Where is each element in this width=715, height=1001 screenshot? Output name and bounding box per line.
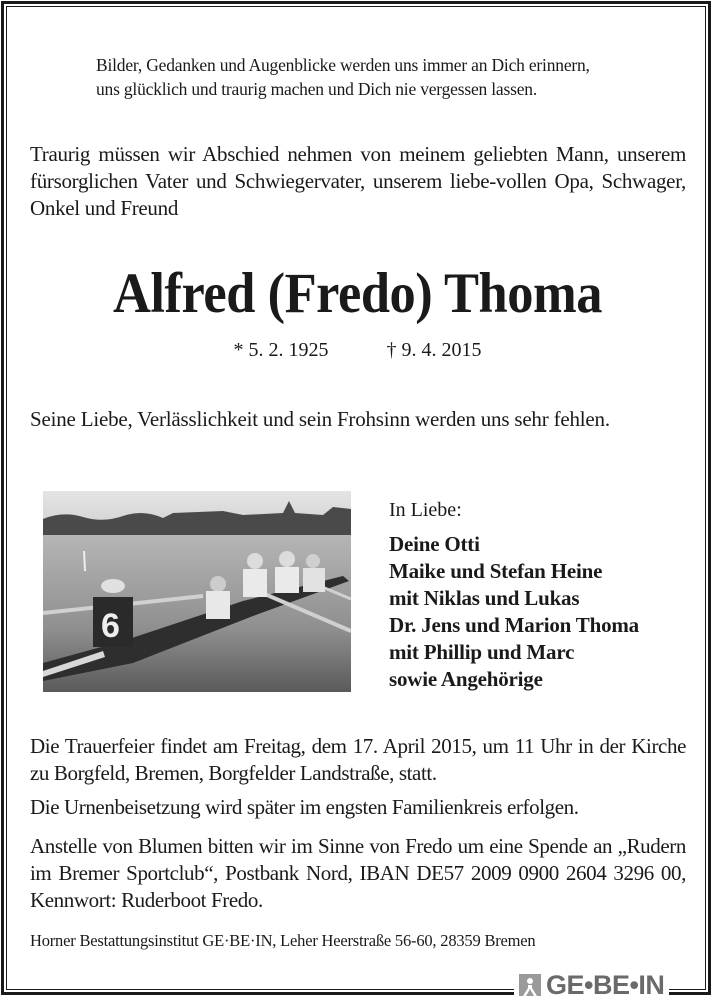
- undertaker-info: Horner Bestattungsinstitut GE·BE·IN, Leher Heerstraße 56-60, 28359 Bremen: [30, 931, 536, 950]
- life-dates: [0, 337, 715, 363]
- death-date: † 9. 4. 2015: [386, 339, 482, 361]
- birth-date: * 5. 2. 1925: [233, 339, 329, 361]
- family-members: [389, 531, 699, 693]
- rowing-photo: [43, 491, 351, 692]
- family-member: Deine Otti: [389, 532, 480, 556]
- donation-text: Anstelle von Blumen bitten wir im Sinne von Fredo um eine Spende an „Rudern im Bremer Sportclub“, Postbank Nord, IBAN DE57 2009 0900 2604 3296 00, Kennwort: Ruderboot Fredo.: [30, 834, 686, 912]
- family-lead: In Liebe:: [389, 499, 462, 521]
- motto-line: Bilder, Gedanken und Augenblicke werden uns immer an Dich erinnern,: [96, 55, 590, 75]
- family-member: mit Phillip und Marc: [389, 640, 575, 664]
- family-member: sowie Angehörige: [389, 667, 543, 691]
- bib-number: 6: [101, 607, 120, 645]
- family-member: mit Niklas und Lukas: [389, 586, 580, 610]
- burial-text: Die Urnenbeisetzung wird später im engsten Familienkreis erfolgen.: [30, 795, 579, 819]
- logo-text: GE•BE•IN: [546, 970, 665, 1000]
- intro-text: Traurig müssen wir Abschied nehmen von meinem geliebten Mann, unserem fürsorglichen Vater und Schwiegervater, unserem liebe-vollen Opa, Schwager, Onkel und Freund: [30, 142, 686, 220]
- motto-quote: [96, 53, 696, 101]
- gebein-logo: [514, 970, 669, 1000]
- family-signatures: [389, 497, 699, 693]
- motto-line: uns glücklich und traurig machen und Dich nie vergessen lassen.: [96, 79, 537, 99]
- deceased-name: Alfred (Fredo) Thoma: [113, 262, 602, 325]
- family-member: Dr. Jens und Marion Thoma: [389, 613, 639, 637]
- person-figure-icon: [519, 974, 541, 996]
- tribute-text: Seine Liebe, Verlässlichkeit und sein Frohsinn werden uns sehr fehlen.: [30, 407, 610, 431]
- family-member: Maike und Stefan Heine: [389, 559, 603, 583]
- funeral-service-text: Die Trauerfeier findet am Freitag, dem 17. April 2015, um 11 Uhr in der Kirche zu Borgfeld, Bremen, Borgfelder Landstraße, statt.: [30, 734, 686, 785]
